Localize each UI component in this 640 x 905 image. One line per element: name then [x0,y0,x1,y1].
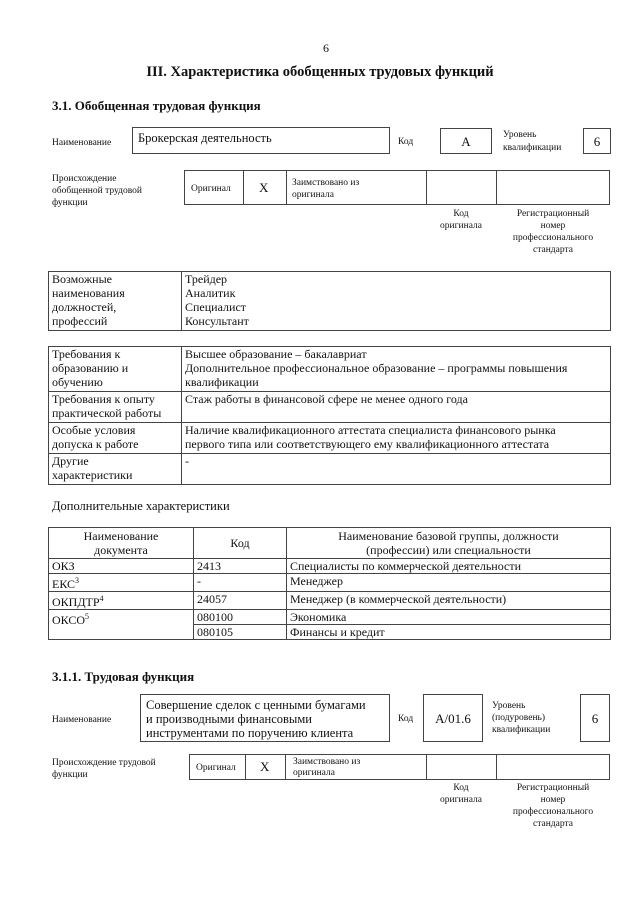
gtf-level-label-2: квалификации [503,143,562,153]
tf-name-value-1: Совершение сделок с ценными бумагами [146,698,366,712]
exp-value: Стаж работы в финансовой сфере не менее одного года [182,392,611,423]
gtf-borrowed-label-2: оригинала [292,190,334,200]
tf-origin-label-1: Происхождение трудовой [52,758,156,768]
gtf-borrowed-label-1: Заимствовано из [292,178,360,188]
other-value: - [182,454,611,485]
gtf-origin-label-3: функции [52,198,88,208]
tf-reg-num-2: номер [540,795,566,805]
tf-borrowed-label-1: Заимствовано из [293,757,361,767]
gtf-original-label: Оригинал [191,184,231,194]
tf-name-value-2: и производными финансовыми [146,712,312,726]
gtf-heading: 3.1. Обобщенная трудовая функция [52,98,261,113]
tf-reg-num-1: Регистрационный [516,783,590,793]
gtf-level-label-1: Уровень [503,130,537,140]
gtf-level-value: 6 [583,128,611,154]
cond-value: Наличие квалификационного аттестата специалиста финансового рынка первого типа или соответствующего ему квалификационного аттестата [182,423,611,454]
gtf-name-label: Наименование [52,138,112,148]
exp-label: Требования к опыту практической работы [49,392,182,423]
gtf-name-value: Брокерская деятельность [138,131,272,145]
page-number: 6 [323,41,329,55]
tf-name-value-3: инструментами по поручению клиента [146,726,354,740]
tf-code-orig-1: Код [453,783,469,793]
tf-borrowed-label-2: оригинала [293,768,335,778]
tf-code-orig-2: оригинала [440,795,482,805]
tf-reg-num-3: профессионального [512,807,594,817]
tf-reg-num-4: стандарта [533,819,573,829]
tf-original-label: Оригинал [196,763,236,773]
list-item: Трейдер [185,272,228,286]
positions-list [182,272,611,331]
tf-name-label: Наименование [52,715,112,725]
gtf-original-mark: X [259,180,269,195]
tf-level-label-3: квалификации [492,725,551,735]
table-row: ОКПДТР$^4$ 24057 Менеджер (в коммерческой деятельности) [49,592,611,610]
gtf-code-orig-1: Код [453,209,469,219]
gtf-code-label: Код [398,137,414,147]
gtf-origin-box [184,170,610,205]
tf-name-box [140,694,390,742]
gtf-name-box [132,127,390,154]
other-label: Другие характеристики [49,454,182,485]
tf-code-value: А/01.6 [423,694,483,742]
positions-label: Возможные наименования должностей, профессий [49,272,182,331]
table-row: ОКЗ 2413 Специалисты по коммерческой деятельности [49,559,611,574]
gtf-reg-num-1: Регистрационный [516,209,590,219]
gtf-reg-num-2: номер [540,221,566,231]
edu-label: Требования к образованию и обучению [49,347,182,392]
gtf-origin-label-1: Происхождение [52,174,117,184]
table-row: ОКСО$^5$ 080100 Экономика [49,610,611,625]
gtf-origin-label-2: обобщенной трудовой [52,186,142,196]
table-row: ЕКС$^3$ - Менеджер [49,574,611,592]
gtf-code-orig-2: оригинала [440,221,482,231]
requirements-table [48,346,611,485]
col-header-name: Наименование базовой группы, должности (профессии) или специальности [287,528,611,559]
tf-level-label-1: Уровень [492,701,526,711]
gtf-code-value: А [440,128,492,154]
additional-title: Дополнительные характеристики [52,499,230,513]
edu-value: Высшее образование – бакалавриат Дополнительное профессиональное образование – программы повышения квалификации [182,347,611,392]
tf-original-mark: X [260,759,270,774]
tf-origin-box [189,754,610,780]
col-header-code: Код [194,528,287,559]
tf-level-value: 6 [580,694,610,742]
list-item: Специалист [185,300,247,314]
list-item: Консультант [185,314,249,328]
list-item: Аналитик [185,286,236,300]
tf-origin-label-2: функции [52,770,88,780]
gtf-reg-num-3: профессионального [512,233,594,243]
tf-code-label: Код [398,714,414,724]
additional-table [48,527,611,640]
section-title: III. Характеристика обобщенных трудовых функций [146,64,494,80]
col-header-doc: Наименование документа [49,528,194,559]
gtf-reg-num-4: стандарта [533,245,573,255]
cond-label: Особые условия допуска к работе [49,423,182,454]
table-row: 080105 Финансы и кредит [49,625,611,640]
positions-table [48,271,611,331]
tf-heading: 3.1.1. Трудовая функция [52,669,195,684]
tf-level-label-2: (подуровень) [492,713,546,723]
